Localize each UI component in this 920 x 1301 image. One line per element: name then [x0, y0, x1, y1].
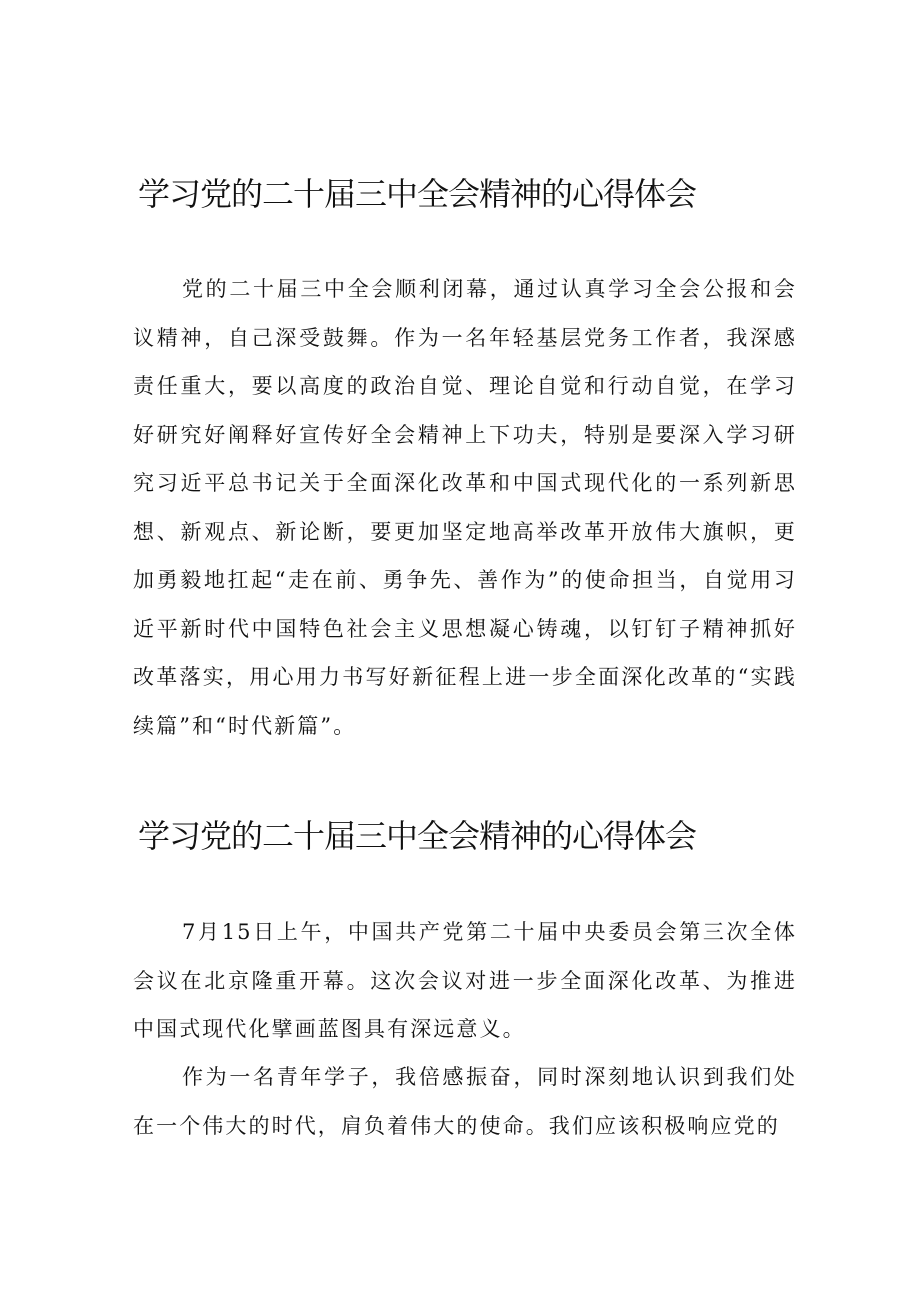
- section1-paragraph: 党的二十届三中全会顺利闭幕，通过认真学习全会公报和会议精神，自己深受鼓舞。作为一名年轻基层党务工作者，我深感责任重大，要以高度的政治自觉、理论自觉和行动自觉，在学习好研究好阐释好宣传好全会精神上下功夫，特别是要深入学习研究习近平总书记关于全面深化改革和中国式现代化的一系列新思想、新观点、新论断，要更加坚定地高举改革开放伟大旗帜，更加勇毅地扛起“走在前、勇争先、善作为”的使命担当，自觉用习近平新时代中国特色社会主义思想凝心铸魂，以钉钉子精神抓好改革落实，用心用力书写好新征程上进一步全面深化改革的“实践续篇”和“时代新篇”。: [133, 277, 797, 738]
- section2-paragraph-2: 作为一名青年学子，我倍感振奋，同时深刻地认识到我们处在一个伟大的时代，肩负着伟大的使命。我们应该积极响应党的: [133, 1065, 797, 1138]
- section2-title: 学习党的二十届三中全会精神的心得体会: [138, 817, 697, 855]
- section1-title: 学习党的二十届三中全会精神的心得体会: [138, 175, 697, 213]
- section2-paragraph-1: 7月15日上午，中国共产党第二十届中央委员会第三次全体会议在北京隆重开幕。这次会议对进一步全面深化改革、为推进中国式现代化擘画蓝图具有深远意义。: [133, 920, 797, 1041]
